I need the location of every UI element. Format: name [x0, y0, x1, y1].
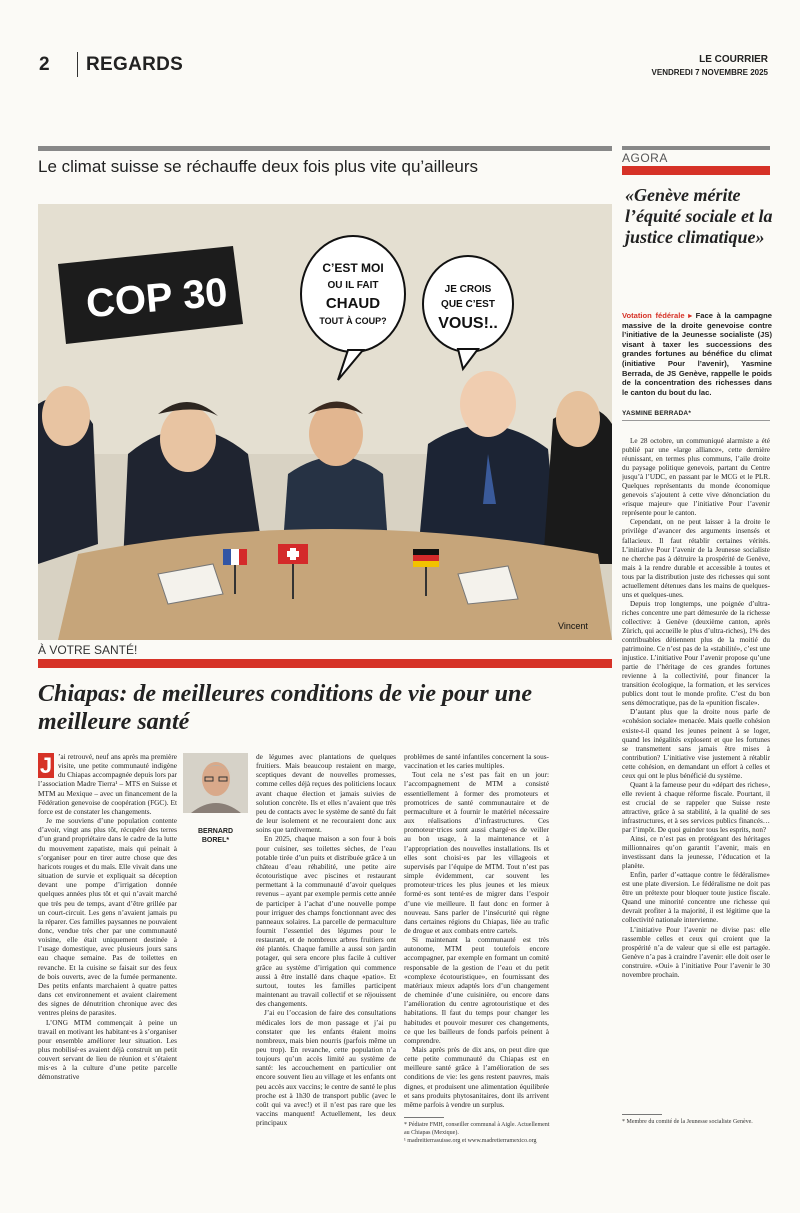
- health-col1-para3: L’ONG MTM commençait à peine un travail en motivant les habitant·es à s’organiser pour ensemble améliorer leur situation. Les plus mobilisé·es avaient déjà construit un petit couvert servant de lieu de réunion et s’étaient mis·es à la culture d’une petite parcelle démonstrative: [38, 1017, 177, 1082]
- health-col2-para3: J’ai eu l’occasion de faire des consultations médicales lors de mon passage et j’ai pu constater que les enfants étaient moins nombreux, mais bien nourris (parfois même un peu trop). En revanche, cette population n’a toujours qu’un accès limité au système de santé: les accouchement en particulier ont encore souvent lieu au village et les enfants ont peu accès aux vaccins; le centre de santé le plus proche est à 1h30 de transport public (avec le coût qui va avec!) et il n’est pas rare que les vaccins manquent! Actuellement, les deux principaux: [256, 1008, 396, 1128]
- author-name: [183, 827, 248, 845]
- headline-rule: [38, 146, 612, 151]
- agora-footnote: * Membre du comité de la Jeunesse socialiste Genève.: [622, 1119, 753, 1125]
- health-footnote-1: * Pédiatre FMH, conseiller communal à Aigle. Actuellement au Chiapas (Mexique).: [404, 1122, 550, 1136]
- agora-para-7: Enfin, parler d’«attaque contre le fédéralisme» est une plate diversion. Le fédéralisme ne doit pas être un prétexte pour bloquer toute justice fiscale. Quand une minorité concentre une richesse qui devrait profiter à la majorité, il est légitime que la collectivité nationale intervienne.: [622, 871, 770, 925]
- agora-author: YASMINE BERRADA*: [622, 410, 692, 417]
- agora-kicker: Votation fédérale: [622, 311, 685, 320]
- health-col3-para2: Tout cela ne s’est pas fait en un jour: l’accompagnement de MTM a consisté essentiellement à former des promoteurs et promotrices de santé communautaire et de permaculture et à fournir le matériel nécessaire aux réalisations d’infrastructures. Ces promoteur·trices sont aussi chargé·es de veiller au bon usage, à la maintenance et à l’appropriation des nouvelles installations. Ils et elles sont choisi·es par les villageois et supervisés par l’équipe de MTM. Tout n’est pas simple évidemment, car souvent les promoteur·trices les plus jeunes et les mieux formé·es sont tenté·es de migrer dans l’espoir d’une vie meilleure. Il faut donc en former à nouveau. Sans parler de l’insécurité qui règne dans certaines régions du Chiapas, liée au trafic de drogue et aux combats entre cartels.: [404, 770, 549, 935]
- health-col3-para1: problèmes de santé infantiles concernent la sous-vaccination et les caries multiples.: [404, 752, 549, 771]
- health-col1-para2: Je me souviens d’une population contente d’avoir, vingt ans plus tôt, récupéré des terres d’un grand propriétaire dans le cadre de la lutte du mouvement zapatiste, mais qui peinait à s’organiser pour en tirer autre chose que des haricots rouges et du maïs. Elle vivait dans une situation de survie et expliquait sa déception devant une pompe d’irrigation donnée quelques années plus tôt et qui n’avait marché que très peu de temps, avant d’être grillée par un court-circuit. Les gens n’avaient jamais pu la réparer. Ces familles paysannes ne pouvaient donc, vendue très cher par une communauté voisine, elle était uniquement destinée à l’usage domestique, avec plusieurs jours sans eau chaque semaine. Pas de toilettes en revanche. Et la cuisine se faisait sur des feux de bois ouverts, avec de la fumée permanente. Des petits enfants marchaient à quatre pattes dans cet environnement et avaient clairement des signes de dénutrition chronique avec des ventres pleins de parasites.: [38, 816, 177, 1018]
- agora-label: AGORA: [622, 151, 668, 165]
- agora-red-bar: [622, 166, 770, 175]
- section-title: REGARDS: [86, 54, 184, 75]
- issue-date: VENDREDI 7 NOVEMBRE 2025: [651, 68, 768, 77]
- health-col3-para4: Mais après près de dix ans, on peut dire que cette petite communauté du Chiapas est en meilleure santé grâce à l’amélioration de ses conditions de vie: les gens restent pauvres, mais dignes, et produisent une alimentation équilibrée et sans produits phytosanitaires, dont ils arrivent même parfois à vendre un surplus.: [404, 1045, 549, 1109]
- author-first-name: BERNARD: [198, 828, 233, 835]
- health-column-1: [38, 752, 177, 1157]
- health-col2-para1: de légumes avec plantations de quelques fruitiers. Mais beaucoup restaient en marge, sceptiques devant de nouvelles promesses, comme celles déjà reçues des politiciens locaux avant chaque élection et jamais suivies de solution concrète. Ils et elles n’avaient que très peu de contacts avec le système de santé du fait de leur isolement et ne recouraient donc aux soins que tardivement.: [256, 752, 396, 835]
- cop30-sign-text: COP 30: [84, 270, 230, 327]
- health-col1-para1: ’ai retrouvé, neuf ans après ma première visite, une petite communauté indigène du Chiapas accompagnée depuis lors par l’association Madre Tierra¹ – MTS en Suisse et MTM au Mexique – avec un financement de la Fédération genevoise de coopération (FGC). Et force est de constater les changements.: [38, 752, 177, 816]
- agora-title: «Genève mérite l’équité sociale et la justice climatique»: [625, 185, 773, 247]
- bubble-right-line1: JE CROIS: [444, 284, 492, 295]
- drop-cap: J: [39, 753, 53, 778]
- health-column-3: [404, 752, 549, 1114]
- health-column-2: [256, 752, 396, 1152]
- health-rubric: À VOTRE SANTÉ!: [38, 643, 138, 657]
- cartoon-illustration: [38, 204, 612, 640]
- bubble-right-line3: VOUS!..: [438, 315, 498, 332]
- agora-para-1: Le 28 octobre, un communiqué alarmiste a été publié par une «large alliance», cette dernière réunissant, en termes plus communs, l’aile droite du paysage politique genevois, partant du Centre jusqu’à l’UDC, en passant par le MCG et le PLR. Quelques représentants du monde économique genevois s’ajoutent à cette vive dénonciation du «risque majeur» que l’initiative Pour l’avenir représente pour le canton.: [622, 437, 770, 518]
- health-article-title: Chiapas: de meilleures conditions de vie pour une meilleure santé: [38, 681, 533, 735]
- header-divider: [77, 52, 78, 77]
- agora-footnote-rule: [622, 1114, 662, 1115]
- footnote-rule: [404, 1117, 444, 1118]
- editorial-cartoon: [38, 204, 612, 640]
- page-number: 2: [39, 54, 50, 75]
- health-col3-para3: Si maintenant la communauté est très autonome, MTM peut toutefois encore accompagner, par exemple en formant un comité responsable de la gestion de l’eau et du petit «complexe écotouristique», en fournissant des matériaux mieux adaptés lors d’un changement de cheminée d’une cuisinière, ou encore dans l’amélioration du centre agrotouristique et des habitations. Il faut du temps pour changer les habitudes et pouvoir mesurer ces changements, ce que les bailleurs de fonds parfois peinent à comprendre.: [404, 935, 549, 1045]
- agora-para-2: Cependant, on ne peut laisser à la droite le privilège d’avancer des arguments insensés et fallacieux. Il faut rétablir certaines vérités. L’initiative Pour l’avenir de la Jeunesse socialiste ne cherche pas à détruire la prospérité de Genève, mais à la rendre durable et accessible à toutes et tous par la distribution juste des richesses qui sont actuellement détenues dans les mains de quelques-uns et quelques-unes.: [622, 518, 770, 599]
- bubble-left-line2: OU IL FAIT: [327, 280, 379, 291]
- health-footnote-2: ¹ madreitierrasuisse.org et www.madretierramexico.org: [404, 1138, 537, 1144]
- newspaper-name: LE COURRIER: [699, 54, 768, 65]
- agora-lead: [622, 311, 772, 397]
- agora-rule: [622, 146, 770, 150]
- agora-para-6: Ainsi, ce n’est pas en protégeant des héritages millionnaires qu’on garantit l’avenir, mais en investissant dans la jeunesse, l’éducation et la planète.: [622, 835, 770, 871]
- health-footnotes: [404, 1121, 554, 1145]
- agora-para-5: Quant à la fameuse peur du «départ des riches», elle revient à chaque réforme fiscale. Pourtant, il est crucial de se rappeler que Suisse reste attractive, grâce à sa stabilité, à la qualité de ses infrastructures, et à ses services publics financés… par l’impôt. De quoi guinder tous les esprits, non?: [622, 780, 770, 835]
- health-rubric-bar: [38, 659, 612, 668]
- health-col2-para2: En 2025, chaque maison a son four à bois pour cuisiner, ses toilettes sèches, de l’eau potable tirée d’un puits et distribuée grâce à un château d’eau réhabilité, une petite aire écotouristique avec piscines et restaurant permettant à la communauté d’avoir quelques revenus – ayant par exemple permis cette année de participer à l’achat d’une nouvelle pompe pour irriguer des champs fonctionnant avec des panneaux solaires. La parcelle de permaculture fournit l’essentiel des légumes pour le restaurant, et de nombreux arbres fruitiers ont été plantés. Chaque famille a aussi son jardin potager, qui sera encore plus facile à cultiver grâce au système d’irrigation qui commence aussi à être installé dans chaque «patio». Et surtout, toutes les familles participent maintenant au travail collectif et se réjouissent des changements.: [256, 834, 396, 1009]
- agora-body: [622, 437, 770, 1113]
- author-last-name: BOREL*: [201, 837, 230, 844]
- bubble-right-line2: QUE C’EST: [441, 299, 495, 310]
- cartoon-signature: Vincent: [558, 621, 588, 631]
- agora-kicker-marker: ▸: [688, 311, 693, 320]
- agora-para-8: L’initiative Pour l’avenir ne divise pas: elle rassemble celles et ceux qui croient que la prospérité n’a de valeur que si elle est partagée. Genève n’a pas à craindre l’avenir: elle doit oser le construire. «Oui» à l’initiative Pour l’avenir le 30 novembre prochain.: [622, 925, 770, 979]
- agora-lead-text: Face à la campagne massive de la droite genevoise contre l’initiative de la Jeunesse socialiste (JS) visant à taxer les successions des grandes fortunes au bénéfice du climat (initiative Pour l’avenir), Yasmine Berrada, de JS Genève, rappelle le poids de la concentration des richesses dans le canton du bout du lac.: [622, 311, 772, 397]
- bubble-left-line3: CHAUD: [325, 295, 381, 312]
- bubble-left-line4: TOUT À COUP?: [319, 316, 387, 326]
- agora-author-rule: [622, 420, 770, 421]
- agora-para-3: Depuis trop longtemps, une poignée d’ultra-riches concentre une part démesurée de la richesse collective: à Genève (deuxième canton, après Zürich, qui accueille le plus d’ultra-riches), 1% des contribuables détiennent plus de la moitié du patrimoine. Ce n’est pas de la «stabilité», c’est une injustice. L’initiative Pour l’avenir propose qu’une partie de l’héritage de ces grandes fortunes revienne à la collectivité, pour financer la transition écologique, la formation, et les services publics dont tout le monde profite. C’est du bon sens démocratique, pas de la «punition fiscale».: [622, 599, 770, 708]
- author-photo: [183, 753, 248, 813]
- bubble-left-line1: C’EST MOI: [322, 261, 384, 275]
- main-headline: Le climat suisse se réchauffe deux fois plus vite qu’ailleurs: [38, 157, 479, 176]
- agora-para-4: D’autant plus que la droite nous parle de «cohésion sociale» menacée. Mais quelle cohésion existe-t-il quand les jeunes peinent à se loger, quand les inégalités explosent et que les fortunes se transmettent sans jamais être mises à contribution? L’initiative vise justement à rétablir cette cohésion, en demandant un effort à celles et ceux qui ont le plus bénéficié du système.: [622, 708, 770, 780]
